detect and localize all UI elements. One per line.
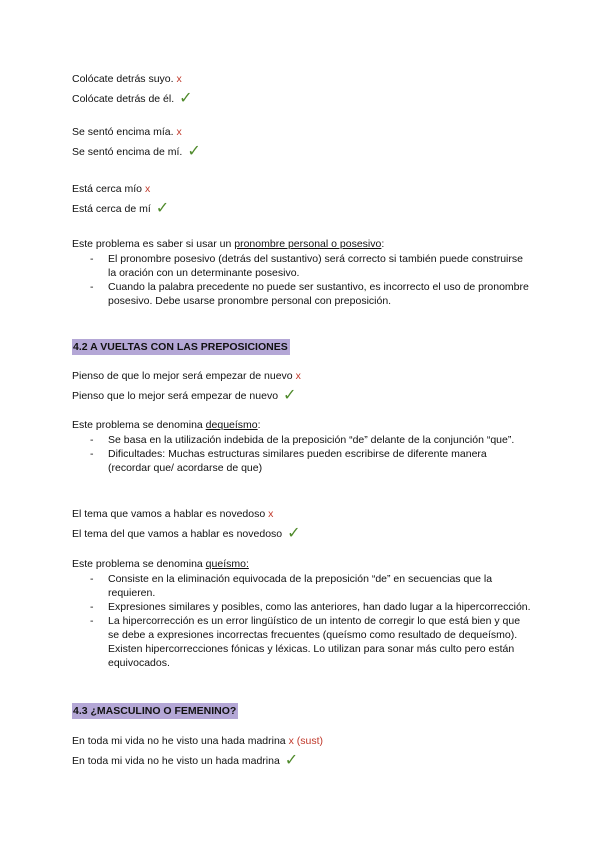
example-incorrect [72, 504, 532, 524]
example-group-4-3 [72, 731, 532, 771]
example-group-4-2-b [72, 504, 532, 544]
cross-mark: x (sust) [288, 735, 323, 747]
check-icon: ✓ [179, 90, 193, 107]
check-icon: ✓ [187, 143, 201, 160]
example-incorrect [72, 366, 532, 386]
check-icon: ✓ [287, 525, 301, 542]
example-correct [72, 89, 532, 109]
example-text: En toda mi vida no he visto un hada madrina [72, 755, 280, 767]
cross-mark: x [268, 508, 274, 520]
example-text: Colócate detrás suyo. [72, 73, 174, 85]
cross-mark: x [144, 183, 151, 195]
list-item: - Dificultades: Muchas estructuras similares pueden escribirse de diferente manera (recordar que/ acordarse de que) [72, 447, 532, 475]
term-underlined: pronombre personal o posesivo [234, 238, 382, 250]
example-text: El tema del que vamos a hablar es novedoso [72, 528, 283, 540]
list-item: - Consiste en la eliminación equivocada de la preposición “de” en secuencias que la requieren. [72, 572, 532, 600]
cross-mark: x [295, 370, 301, 382]
example-text: Está cerca de mí [72, 203, 151, 215]
cross-mark: x [176, 73, 182, 85]
example-text: En toda mi vida no he visto una hada madrina [72, 735, 286, 747]
check-icon: ✓ [155, 200, 170, 217]
list-item: - Expresiones similares y posibles, como las anteriores, han dado lugar a la hipercorrección. [72, 600, 532, 614]
example-correct [72, 524, 532, 544]
example-incorrect [72, 69, 532, 89]
section-heading-4-3 [72, 703, 238, 719]
explanation-block-queismo [72, 557, 532, 670]
list-item: - Cuando la palabra precedente no puede ser sustantivo, es incorrecto el uso de pronombre posesivo. Debe usarse pronombre personal con preposición. [72, 280, 532, 308]
example-text: El tema que vamos a hablar es novedoso [72, 508, 266, 520]
example-group-2 [72, 122, 532, 162]
example-incorrect [72, 122, 532, 142]
example-incorrect [72, 179, 532, 199]
heading-text: 4.3 ¿MASCULINO O FEMENINO? [73, 705, 237, 717]
bullet-list [72, 433, 532, 475]
example-text: Se sentó encima de mí. [72, 146, 183, 158]
list-item: - Se basa en la utilización indebida de la preposición “de” delante de la conjunción “que”. [72, 433, 532, 447]
intro-text: Este problema es saber si usar un [72, 238, 235, 250]
explanation-block-1 [72, 237, 532, 308]
example-text: Está cerca mío [72, 183, 143, 195]
list-item: - La hipercorrección es un error lingüístico de un intento de corregir lo que está bien y que se debe a expresiones incorrectas frecuentes (queísmo como resultado de dequeísmo). Existen hipercorrecciones fónicas y léxicas. Lo utilizan para sonar más culto pero están equivocados. [72, 614, 532, 670]
intro-text: Este problema se denomina [72, 558, 206, 570]
intro-end: : [381, 238, 385, 250]
term-underlined: queísmo: [205, 558, 249, 570]
example-text: Pienso que lo mejor será empezar de nuevo [72, 390, 279, 402]
bullet-list [72, 572, 532, 670]
example-text: Colócate detrás de él. [72, 93, 175, 105]
section-heading-4-2 [72, 339, 290, 355]
example-group-3 [72, 179, 532, 219]
example-text: Se sentó encima mía. [72, 126, 174, 138]
explanation-intro [72, 237, 532, 251]
cross-mark: x [176, 126, 182, 138]
example-group-1 [72, 69, 532, 109]
example-correct [72, 386, 532, 406]
example-incorrect [72, 731, 532, 751]
intro-end: : [257, 419, 261, 431]
example-correct [72, 751, 532, 771]
check-icon: ✓ [284, 752, 299, 769]
example-correct [72, 199, 532, 219]
bullet-list [72, 252, 532, 308]
explanation-block-dequeismo [72, 418, 532, 475]
explanation-intro [72, 418, 532, 432]
example-group-4-2-a [72, 366, 532, 406]
term-underlined: dequeísmo [205, 419, 258, 431]
check-icon: ✓ [283, 387, 297, 404]
list-item: - El pronombre posesivo (detrás del sustantivo) será correcto si también puede construirse la oración con un determinante posesivo. [72, 252, 532, 280]
intro-text: Este problema se denomina [72, 419, 206, 431]
explanation-intro [72, 557, 532, 571]
example-correct [72, 142, 532, 162]
heading-text: 4.2 A VUELTAS CON LAS PREPOSICIONES [73, 341, 288, 353]
example-text: Pienso de que lo mejor será empezar de nuevo [72, 370, 293, 382]
